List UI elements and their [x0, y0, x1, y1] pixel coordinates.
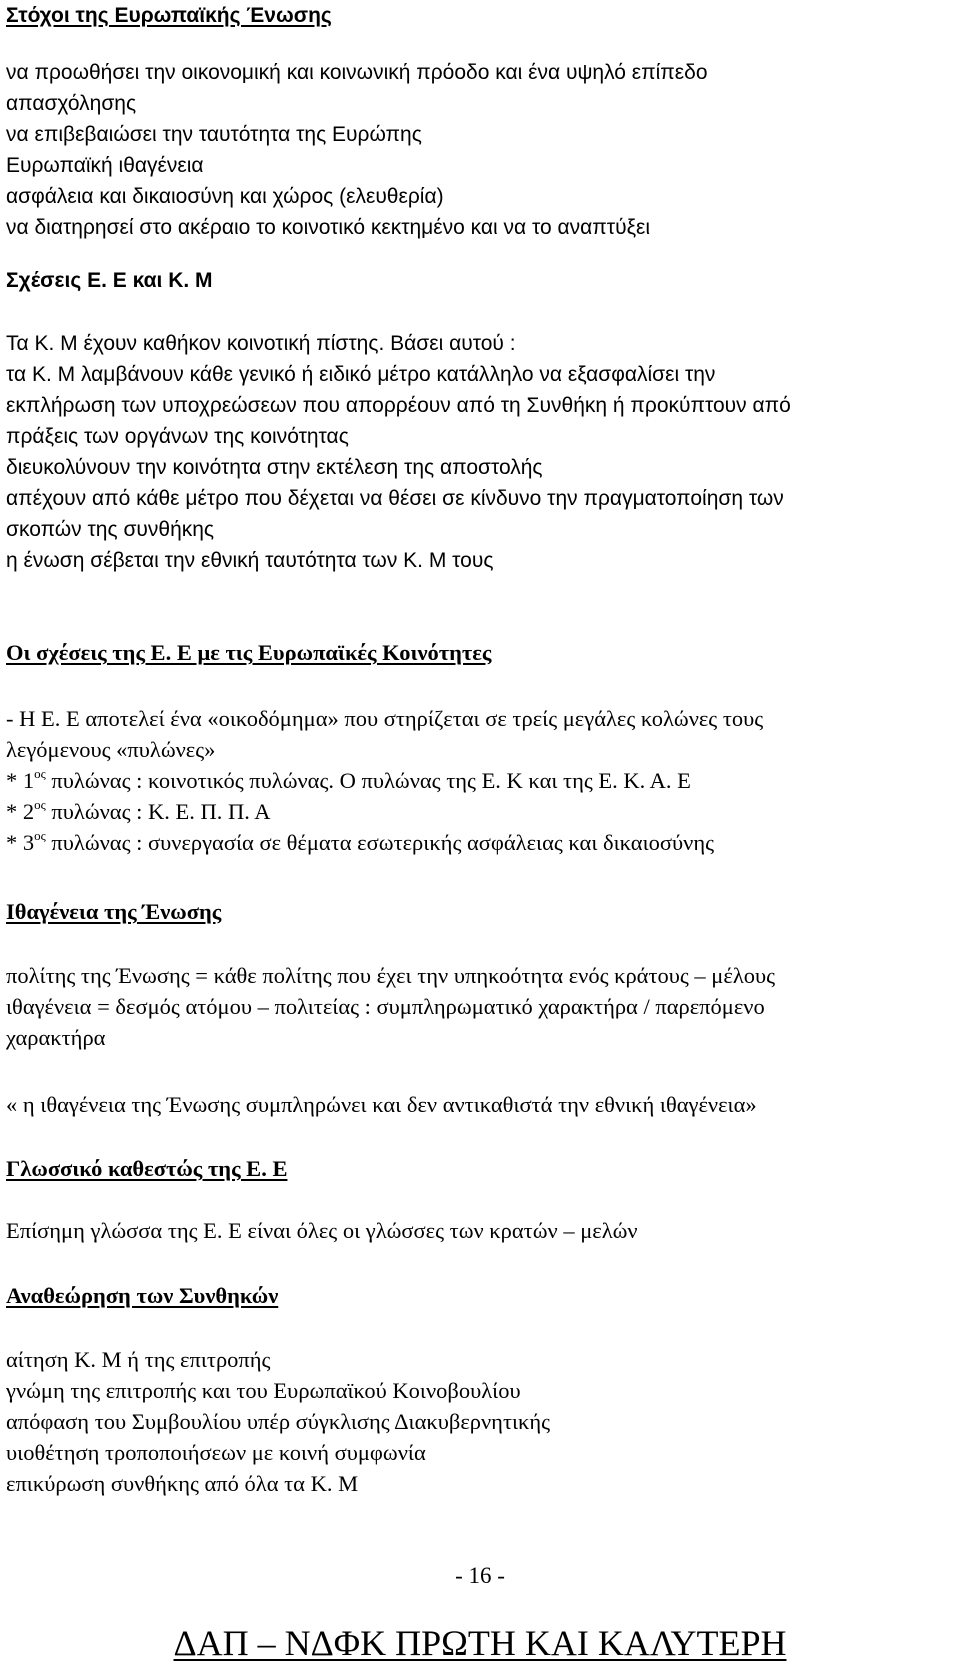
eu-goals-list	[6, 57, 950, 243]
text-line: απέχουν από κάθε μέτρο που δέχεται να θέσει σε κίνδυνο την πραγματοποίηση των	[6, 487, 784, 510]
text-line: η ένωση σέβεται την εθνική ταυτότητα των Κ. Μ τους	[6, 549, 494, 572]
citizenship-text	[6, 960, 950, 1053]
language-text	[6, 1215, 950, 1246]
section-treaty-revision	[6, 1280, 950, 1311]
text-line: πολίτης της Ένωσης = κάθε πολίτης που έχει την υπηκοότητα ενός κράτους – μέλους	[6, 963, 776, 988]
pillars-list	[6, 703, 950, 858]
text-line: τα Κ. Μ λαμβάνουν κάθε γενικό ή ειδικό μέτρο κατάλληλο να εξασφαλίσει την	[6, 363, 716, 386]
citizenship-quote	[6, 1089, 950, 1120]
text-line: διευκολύνουν την κοινότητα στην εκτέλεση της αποστολής	[6, 456, 543, 479]
page-number: - 16 -	[455, 1563, 505, 1588]
text-line: εκπλήρωση των υποχρεώσεων που απορρέουν από τη Συνθήκη ή προκύπτουν από	[6, 394, 791, 417]
section-eu-goals	[6, 0, 950, 31]
text-line: Τα Κ. Μ έχουν καθήκον κοινοτική πίστης. Βάσει αυτού :	[6, 332, 516, 355]
text-line: Ευρωπαϊκή ιθαγένεια	[6, 154, 204, 177]
section-language	[6, 1153, 950, 1184]
section-heading: Οι σχέσεις της Ε. Ε με τις Ευρωπαϊκές Κοινότητες	[6, 640, 492, 665]
text-line: απόφαση του Συμβουλίου υπέρ σύγκλισης Διακυβερνητικής	[6, 1409, 551, 1434]
footer-slogan: ΔΑΠ – ΝΔΦΚ ΠΡΩΤΗ ΚΑΙ ΚΑΛΥΤΕΡΗ	[173, 1623, 787, 1663]
pillar-item: * $1^{o\varsigma}$ πυλώνας : κοινοτικός πυλώνας. Ο πυλώνας της Ε. Κ και της Ε. Κ. Α. Ε	[6, 765, 691, 793]
text-line: λεγόμενους «πυλώνες»	[6, 737, 216, 762]
text-line: γνώμη της επιτροπής και του Ευρωπαϊκού Κοινοβουλίου	[6, 1378, 521, 1403]
quote-line: « η ιθαγένεια της Ένωσης συμπληρώνει και δεν αντικαθιστά την εθνική ιθαγένεια»	[6, 1092, 757, 1117]
text-line: χαρακτήρα	[6, 1025, 106, 1050]
text-line: υιοθέτηση τροποποιήσεων με κοινή συμφωνία	[6, 1440, 426, 1465]
text-line: ασφάλεια και δικαιοσύνη και χώρος (ελευθερία)	[6, 185, 444, 208]
section-heading: Αναθεώρηση των Συνθηκών	[6, 1283, 279, 1308]
section-eu-member-relations	[6, 265, 950, 296]
section-citizenship	[6, 896, 950, 927]
section-heading: Στόχοι της Ευρωπαϊκής Ένωσης	[6, 4, 332, 27]
section-heading: Γλωσσικό καθεστώς της Ε. Ε	[6, 1156, 288, 1181]
pillar-item: * $3^{o\varsigma}$ πυλώνας : συνεργασία σε θέματα εσωτερικής ασφάλειας και δικαιοσύνης	[6, 827, 715, 855]
text-line: να επιβεβαιώσει την ταυτότητα της Ευρώπης	[6, 123, 422, 146]
text-line: αίτηση Κ. Μ ή της επιτροπής	[6, 1347, 271, 1372]
text-line: ιθαγένεια = δεσμός ατόμου – πολιτείας : συμπληρωματικό χαρακτήρα / παρεπόμενο	[6, 994, 765, 1019]
text-line: πράξεις των οργάνων της κοινότητας	[6, 425, 349, 448]
text-line: να διατηρησεί στο ακέραιο το κοινοτικό κεκτημένο και να το αναπτύξει	[6, 216, 650, 239]
member-obligations-list	[6, 328, 950, 576]
text-line: να προωθήσει την οικονομική και κοινωνική πρόοδο και ένα υψηλό επίπεδο	[6, 61, 708, 84]
section-eu-communities	[6, 637, 950, 668]
text-line: σκοπών της συνθήκης	[6, 518, 215, 541]
treaty-revision-steps	[6, 1344, 950, 1499]
section-heading: Ιθαγένεια της Ένωσης	[6, 899, 222, 924]
text-line: - Η Ε. Ε αποτελεί ένα «οικοδόμημα» που στηρίζεται σε τρείς μεγάλες κολώνες τους	[6, 706, 764, 731]
pillar-item: * $2^{o\varsigma}$ πυλώνας : Κ. Ε. Π. Π. Α	[6, 796, 271, 824]
text-line: Επίσημη γλώσσα της Ε. Ε είναι όλες οι γλώσσες των κρατών – μελών	[6, 1218, 638, 1243]
text-line: απασχόλησης	[6, 92, 137, 115]
text-line: επικύρωση συνθήκης από όλα τα Κ. Μ	[6, 1471, 359, 1496]
section-heading: Σχέσεις Ε. Ε και Κ. Μ	[6, 269, 213, 292]
